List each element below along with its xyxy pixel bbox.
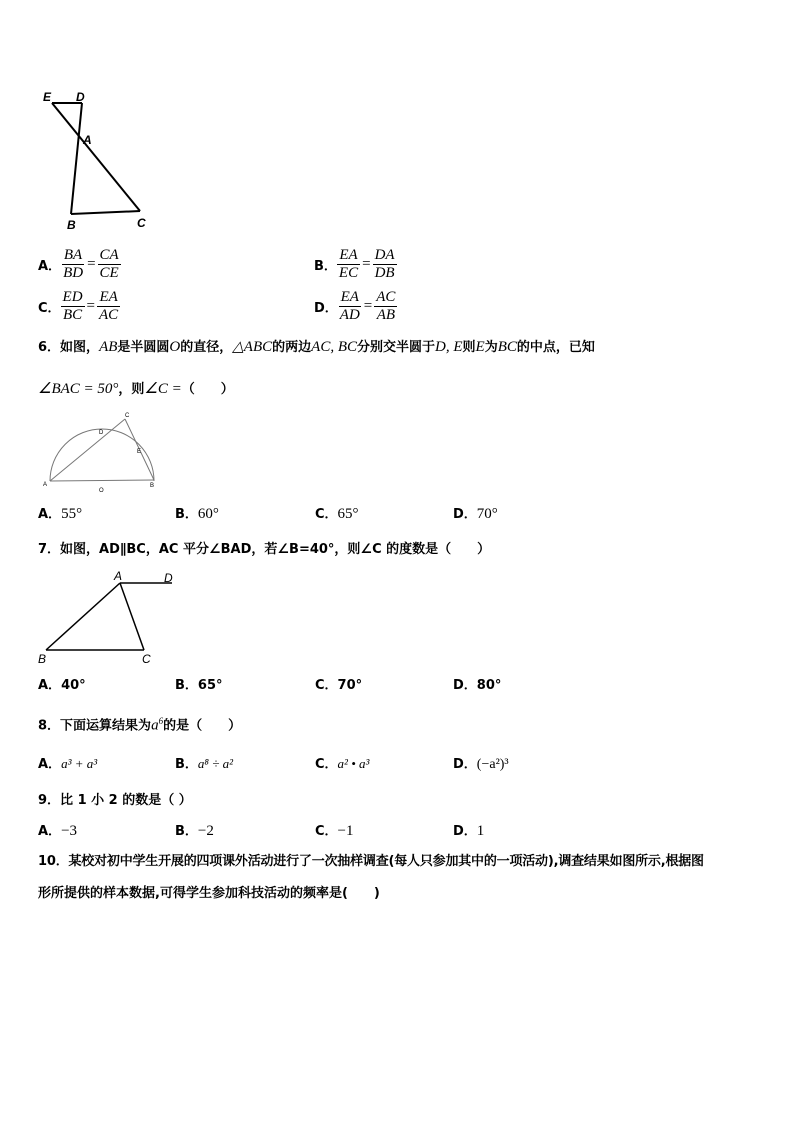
label-C: C (125, 413, 130, 419)
q8-option-a (38, 755, 97, 774)
option-value: −1 (337, 823, 354, 839)
option-label: D． (314, 300, 338, 316)
option-label: B． (175, 824, 198, 839)
q9-option-b (175, 822, 214, 841)
segment-BC (71, 211, 140, 214)
option-value: a⁸ ÷ a² (197, 756, 233, 771)
q6-figure (38, 408, 164, 494)
option-label: A． (38, 258, 62, 274)
q6-stem-line2 (38, 380, 234, 399)
option-label: B． (314, 258, 337, 274)
numerator: AC (376, 288, 396, 305)
stem-text: 则 (462, 340, 476, 355)
stem-math: O (169, 339, 181, 355)
stem-math: D, E (435, 339, 463, 355)
option-label: A． (38, 507, 62, 522)
label-E: E (137, 449, 142, 455)
option-value: 60° (197, 506, 219, 522)
q10-stem-line2 (38, 884, 380, 903)
option-value: 70° (476, 506, 498, 522)
equals-sign: = (363, 297, 373, 314)
segment-EC (52, 103, 140, 211)
stem-text: 的两边 (272, 340, 312, 355)
option-label: D． (453, 507, 477, 522)
stem-text: 如图， (60, 340, 100, 355)
equals-sign: = (87, 255, 96, 272)
option-value: 55° (61, 506, 83, 522)
denominator: AD (339, 306, 360, 323)
label-A: A (114, 569, 123, 583)
side-AC (50, 419, 125, 481)
fraction-right (97, 289, 120, 324)
q10-stem-line1 (38, 853, 704, 871)
label-C: C (142, 652, 151, 666)
numerator: EA (340, 288, 359, 305)
stem-math: E (475, 339, 485, 355)
stem-text: 分别交半圆于 (357, 340, 436, 355)
option-label: B． (175, 678, 198, 693)
q7-figure (36, 568, 186, 666)
numerator: BA (63, 246, 83, 263)
denominator: DB (374, 264, 395, 281)
question-number: 7． (38, 542, 61, 557)
numerator: CA (99, 246, 119, 263)
q7-stem (38, 540, 490, 559)
label-A: A (43, 482, 48, 488)
fraction-right (373, 247, 397, 282)
option-label: A． (38, 757, 62, 772)
question-number: 10． (38, 854, 69, 869)
q6-option-b (175, 505, 219, 524)
q7-option-c (315, 676, 362, 695)
option-label: C． (38, 300, 61, 316)
numerator: EA (99, 288, 118, 305)
stem-math: △ABC (232, 339, 273, 355)
q7-option-d (453, 676, 501, 695)
stem-math: ∠BAC = 50° (38, 381, 119, 397)
q9-option-c (315, 822, 354, 841)
stem-text: ，则 (118, 382, 145, 397)
stem-text: 的是（ ） (163, 718, 242, 734)
option-label: C． (315, 757, 338, 772)
q8-stem (38, 712, 241, 736)
label-O: O (99, 488, 104, 494)
q5-option-a (38, 244, 121, 284)
stem-text: 的中点，已知 (516, 340, 595, 355)
diameter-AB (50, 480, 154, 481)
q8-option-c (315, 755, 369, 774)
equals-sign: = (86, 297, 96, 314)
option-value: 40° (61, 678, 86, 693)
numerator: EA (339, 246, 358, 263)
label-D: D (76, 90, 85, 104)
answer-paren: （ ） (181, 382, 234, 397)
numerator: ED (62, 288, 83, 305)
stem-text: 形所提供的样本数据,可得学生参加科技活动的频率是( ) (38, 886, 380, 901)
stem-text: 为 (484, 340, 498, 355)
option-value: 70° (337, 678, 363, 693)
option-label: B． (175, 507, 198, 522)
denominator: CE (99, 264, 119, 281)
option-label: A． (38, 824, 62, 839)
option-value: 1 (476, 823, 485, 839)
q5-option-c (38, 286, 120, 326)
label-D: D (99, 430, 104, 436)
q7-option-a (38, 676, 86, 695)
option-value: a² • a³ (337, 756, 370, 771)
label-B: B (150, 483, 155, 489)
q8-option-b (175, 755, 233, 774)
label-B: B (38, 652, 47, 666)
stem-math: a (151, 717, 159, 734)
fraction-left (61, 247, 85, 282)
q5-option-b (314, 244, 397, 284)
option-label: A． (38, 678, 62, 693)
denominator: AB (376, 306, 396, 323)
segment-AB (46, 583, 120, 650)
option-value: −3 (61, 823, 78, 839)
q6-stem-line1 (38, 338, 595, 357)
stem-math: AB (99, 339, 118, 355)
stem-text: 的直径， (180, 340, 233, 355)
segment-AC (120, 583, 144, 650)
numerator: DA (374, 246, 395, 263)
semicircle-arc (50, 429, 154, 481)
q9-stem (38, 791, 192, 810)
label-D: D (164, 571, 173, 585)
option-value: 65° (197, 678, 223, 693)
stem-text: 是半圆圆 (117, 340, 170, 355)
q8-option-d (453, 755, 509, 774)
option-label: C． (315, 824, 338, 839)
stem-math: BC (497, 339, 517, 355)
option-label: C． (315, 678, 338, 693)
fraction-right (98, 247, 121, 282)
option-value: a³ + a³ (61, 756, 98, 771)
option-label: D． (453, 824, 477, 839)
option-value: −2 (197, 823, 214, 839)
q6-option-a (38, 505, 82, 524)
option-label: B． (175, 757, 198, 772)
stem-text: 下面运算结果为 (60, 718, 152, 734)
fraction-left (61, 289, 85, 324)
q9-option-a (38, 822, 77, 841)
option-label: D． (453, 757, 477, 772)
label-B: B (67, 218, 76, 232)
segment-DB (71, 103, 82, 214)
label-C: C (137, 216, 146, 230)
denominator: EC (338, 264, 359, 281)
option-label: D． (453, 678, 477, 693)
label-E: E (43, 90, 52, 104)
q5-option-d (314, 286, 397, 326)
stem-text: 比 1 小 2 的数是（ ） (60, 793, 192, 808)
question-number: 8． (38, 718, 61, 734)
denominator: BD (63, 264, 84, 281)
denominator: AC (99, 306, 119, 323)
fraction-right (374, 289, 397, 324)
question-number: 9． (38, 793, 61, 808)
q6-option-d (453, 505, 498, 524)
q9-option-d (453, 822, 484, 841)
fraction-left (338, 289, 362, 324)
option-value: 80° (476, 678, 502, 693)
stem-text: 如图，AD∥BC，AC 平分∠BAD，若∠B=40°，则∠C 的度数是（ ） (60, 542, 491, 557)
denominator: BC (62, 306, 83, 323)
q5-figure (40, 88, 160, 234)
q7-option-b (175, 676, 223, 695)
equals-sign: = (362, 255, 371, 272)
stem-text: 某校对初中学生开展的四项课外活动进行了一次抽样调查(每人只参加其中的一项活动),调查结果如图所示,根据图 (68, 854, 704, 869)
exponent: 6 (158, 716, 164, 726)
stem-math: ∠C = (144, 381, 182, 397)
fraction-left (337, 247, 360, 282)
option-value: (−a²)³ (476, 757, 509, 772)
option-value: 65° (337, 506, 359, 522)
label-A: A (83, 133, 92, 147)
stem-math: AC, BC (311, 339, 357, 355)
option-label: C． (315, 507, 338, 522)
q6-option-c (315, 505, 359, 524)
question-number: 6． (38, 340, 61, 355)
